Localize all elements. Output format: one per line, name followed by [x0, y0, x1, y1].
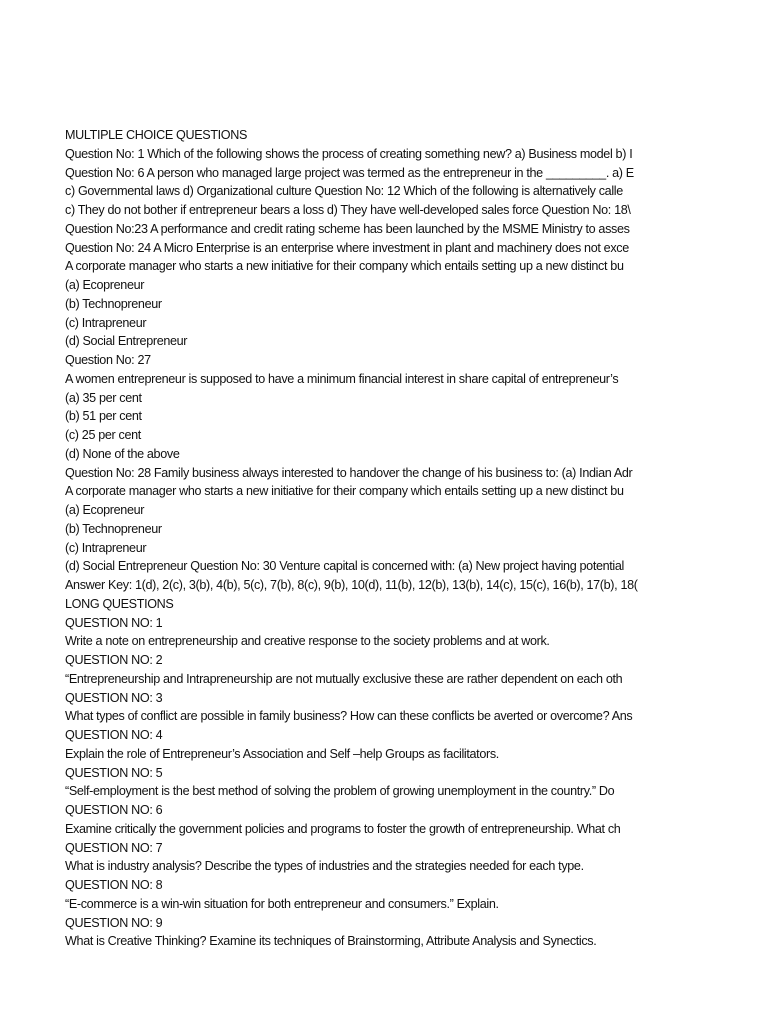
question-text: “E-commerce is a win-win situation for both entrepreneur and consumers.” Explain. — [65, 896, 499, 911]
section-heading-long-questions: LONG QUESTIONS — [65, 596, 174, 611]
option-line: (a) Ecopreneur — [65, 278, 145, 292]
option-line: (b) Technopreneur — [65, 521, 162, 536]
option-line: (c) Intrapreneur — [65, 315, 147, 330]
section-heading-mcq: MULTIPLE CHOICE QUESTIONS — [65, 128, 248, 142]
question-text: “Self-employment is the best method of solving the problem of growing unemployment in the country.” Do — [65, 784, 615, 799]
question-number: QUESTION NO: 7 — [65, 840, 163, 855]
text-line: c) They do not bother if entrepreneur bears a loss d) They have well-developed sales force Question No: 18\ — [65, 203, 631, 217]
text-line: (d) Social Entrepreneur Question No: 30 Venture capital is concerned with: (a) New project having potential — [65, 559, 624, 574]
option-line: (a) 35 per cent — [65, 390, 142, 405]
question-text: What is industry analysis? Describe the types of industries and the strategies needed for each type. — [65, 859, 584, 874]
question-number: QUESTION NO: 3 — [65, 690, 163, 705]
option-line: (b) 51 per cent — [65, 409, 142, 424]
text-line: Question No:23 A performance and credit rating scheme has been launched by the MSME Ministry to asses — [65, 221, 630, 236]
question-number: QUESTION NO: 5 — [65, 765, 163, 780]
question-number: Question No: 27 — [65, 353, 151, 367]
text-line: A women entrepreneur is supposed to have a minimum financial interest in share capital of entrepreneur’s — [65, 371, 619, 386]
option-line: (d) None of the above — [65, 446, 180, 461]
text-line: A corporate manager who starts a new initiative for their company which entails setting up a new distinct bu — [65, 484, 624, 499]
question-number: QUESTION NO: 2 — [65, 653, 163, 667]
question-number: QUESTION NO: 4 — [65, 728, 163, 742]
question-text: Examine critically the government policies and programs to foster the growth of entrepreneurship. What ch — [65, 821, 621, 836]
option-line: (d) Social Entrepreneur — [65, 334, 188, 349]
option-line: (a) Ecopreneur — [65, 503, 145, 517]
question-number: QUESTION NO: 6 — [65, 803, 163, 817]
text-line: Question No: 28 Family business always interested to handover the change of his business to: (a) Indian Adr — [65, 465, 633, 480]
question-text: Write a note on entrepreneurship and creative response to the society problems and at work. — [65, 634, 550, 649]
text-line: Question No: 6 A person who managed large project was termed as the entrepreneur in the _________. a) E — [65, 165, 634, 180]
option-line: (b) Technopreneur — [65, 296, 162, 311]
question-text: Explain the role of Entrepreneur’s Association and Self –help Groups as facilitators. — [65, 746, 499, 761]
question-number: QUESTION NO: 9 — [65, 915, 163, 930]
question-text: “Entrepreneurship and Intrapreneurship are not mutually exclusive these are rather dependent on each oth — [65, 671, 623, 686]
option-line: (c) 25 per cent — [65, 428, 141, 442]
question-number: QUESTION NO: 8 — [65, 878, 163, 892]
document-text — [65, 126, 670, 951]
answer-key-line: Answer Key: 1(d), 2(c), 3(b), 4(b), 5(c), 7(b), 8(c), 9(b), 10(d), 11(b), 12(b), 13(b), 14(c), 15(c), 16(b), 17(b), 18( — [65, 578, 638, 592]
text-line: A corporate manager who starts a new initiative for their company which entails setting up a new distinct bu — [65, 259, 624, 274]
text-line: Question No: 1 Which of the following shows the process of creating something new? a) Business model b) I — [65, 146, 633, 161]
text-line: Question No: 24 A Micro Enterprise is an enterprise where investment in plant and machinery does not exce — [65, 240, 629, 255]
question-number: QUESTION NO: 1 — [65, 615, 163, 630]
question-text: What types of conflict are possible in family business? How can these conflicts be averted or overcome? Ans — [65, 709, 633, 724]
question-text: What is Creative Thinking? Examine its techniques of Brainstorming, Attribute Analysis and Synectics. — [65, 934, 597, 949]
option-line: (c) Intrapreneur — [65, 540, 147, 555]
text-line: c) Governmental laws d) Organizational culture Question No: 12 Which of the following is alternatively calle — [65, 184, 623, 199]
